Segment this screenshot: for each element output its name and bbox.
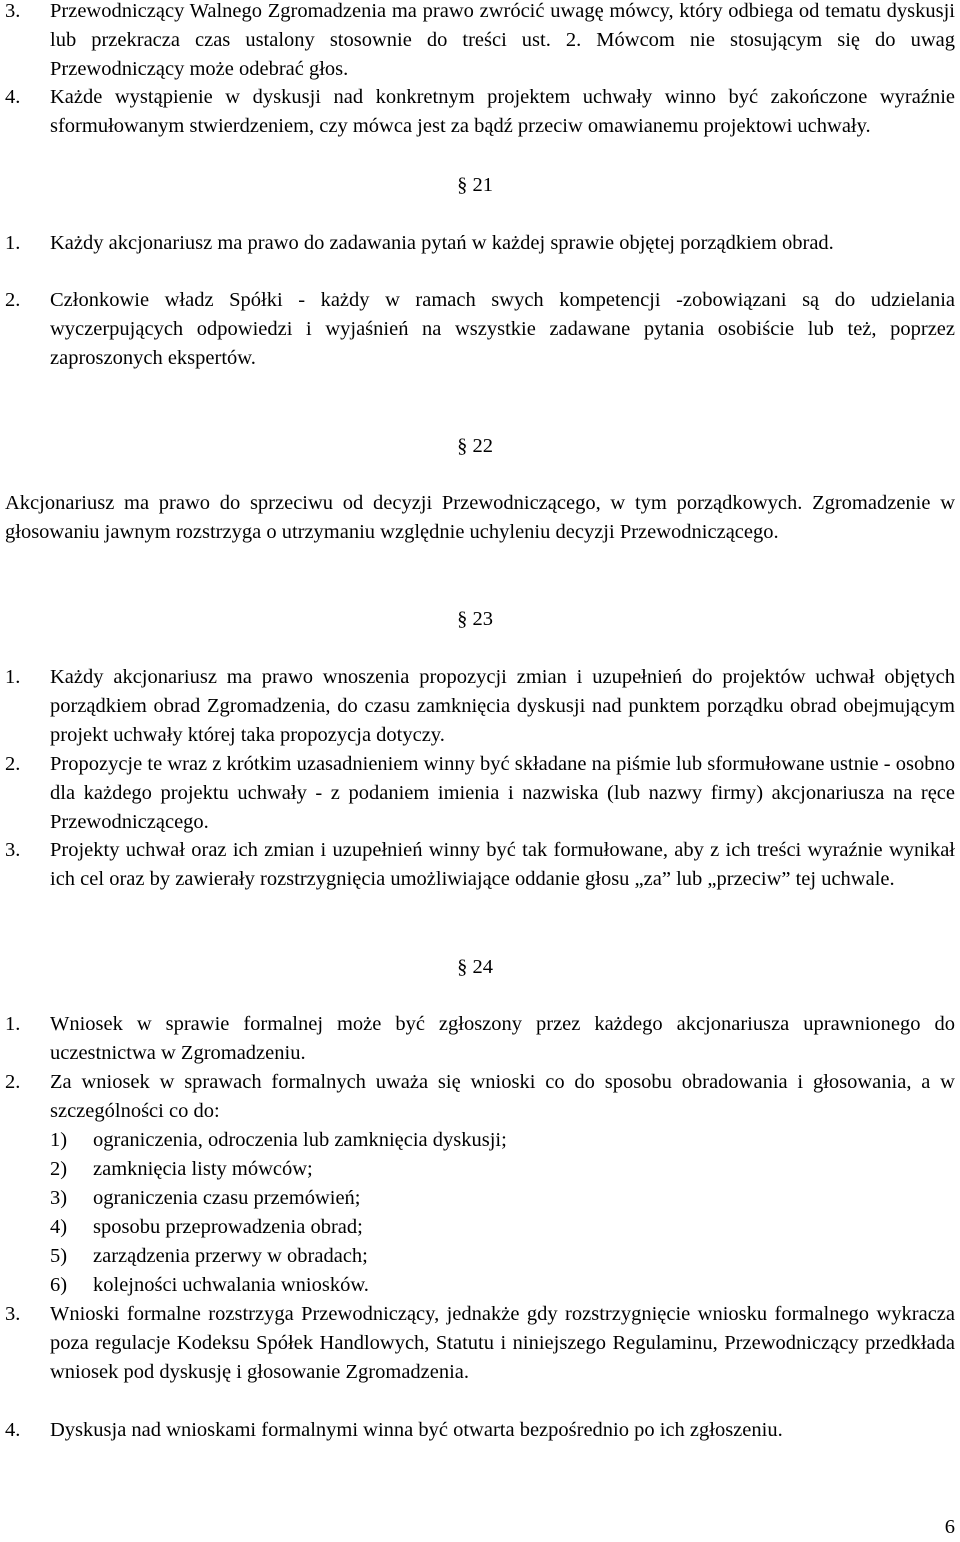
list-item <box>50 1213 955 1242</box>
section-heading-text: § 24 <box>457 956 493 978</box>
list-item <box>50 1242 955 1271</box>
paragraph-text: Każdy akcjonariusz ma prawo wnoszenia propozycji zmian i uzupełnień do projektów uchwał objętych porządkiem obrad Zgromadzenia, do czasu zamknięcia dyskusji nad punktem porządku obrad obejmującym projekt uchwały której taka propozycja dotyczy. <box>50 666 955 746</box>
paragraph-number: 1. <box>5 232 21 254</box>
section-heading-text: § 22 <box>457 435 493 457</box>
page-number: 6 <box>944 1516 955 1538</box>
list-item-text: kolejności uchwalania wniosków. <box>93 1274 369 1296</box>
section-heading <box>0 605 960 634</box>
paragraph-number: 2. <box>5 289 21 311</box>
paragraph-text: Wniosek w sprawie formalnej może być zgłoszony przez każdego akcjonariusza uprawnionego do uczestnictwa w Zgromadzeniu. <box>50 1013 955 1064</box>
paragraph-text: Za wniosek w sprawach formalnych uważa się wnioski co do sposobu obradowania i głosowania, a w szczególności co do: <box>50 1071 955 1122</box>
paragraph-text: Wnioski formalne rozstrzyga Przewodniczący, jednakże gdy rozstrzygnięcie wniosku formalnego wykracza poza regulacje Kodeksu Spółek Handlowych, Statutu i niniejszego Regulaminu, Przewodniczący przedkłada wniosek pod dyskusję i głosowanie Zgromadzenia. <box>50 1303 955 1383</box>
paragraph-item <box>5 83 955 141</box>
list-item <box>50 1126 955 1155</box>
paragraph-text: Dyskusja nad wnioskami formalnymi winna być otwarta bezpośrednio po ich zgłoszeniu. <box>50 1419 783 1441</box>
list-item-number: 6) <box>50 1274 68 1296</box>
paragraph-body <box>50 1068 955 1300</box>
paragraph-number: 2. <box>5 1071 21 1093</box>
paragraph-text: Każde wystąpienie w dyskusji nad konkretnym projektem uchwały winno być zakończone wyraźnie sformułowanym stwierdzeniem, czy mówca jest za bądź przeciw omawianemu projektowi uchwały. <box>50 86 955 137</box>
list-item-number: 3) <box>50 1187 68 1209</box>
paragraph-number: 3. <box>5 1303 21 1325</box>
paragraph-text: Każdy akcjonariusz ma prawo do zadawania pytań w każdej sprawie objętej porządkiem obrad. <box>50 232 834 254</box>
paragraph-item <box>5 1010 955 1068</box>
paragraph-text: Akcjonariusz ma prawo do sprzeciwu od decyzji Przewodniczącego, w tym porządkowych. Zgromadzenie w głosowaniu jawnym rozstrzyga o utrzymaniu względnie uchyleniu decyzji Przewodniczącego. <box>5 492 955 543</box>
list-item-text: sposobu przeprowadzenia obrad; <box>93 1216 363 1238</box>
paragraph-number: 4. <box>5 86 21 108</box>
section-heading <box>0 953 960 982</box>
paragraph-text: Przewodniczący Walnego Zgromadzenia ma prawo zwrócić uwagę mówcy, który odbiega od tematu dyskusji lub przekracza czas ustalony stosownie do treści ust. 2. Mówcom nie stosującym się do uwag Przewodniczący może odebrać głos. <box>50 0 955 80</box>
paragraph-item <box>5 663 955 750</box>
list-item-text: zamknięcia listy mówców; <box>93 1158 313 1180</box>
section-heading-text: § 21 <box>457 174 493 196</box>
paragraph-number: 3. <box>5 839 21 861</box>
section-heading <box>0 171 960 200</box>
paragraph-item <box>5 1068 955 1300</box>
list-item-number: 5) <box>50 1245 68 1267</box>
paragraph-item <box>5 0 955 84</box>
paragraph-item <box>5 1416 955 1445</box>
list-item <box>50 1155 955 1184</box>
list-item-text: ograniczenia czasu przemówień; <box>93 1187 361 1209</box>
paragraph-number: 3. <box>5 0 21 22</box>
list-item <box>50 1271 955 1300</box>
paragraph-item <box>5 229 955 258</box>
paragraph-number: 1. <box>5 666 21 688</box>
list-item-number: 1) <box>50 1129 68 1151</box>
paragraph-number: 4. <box>5 1419 21 1441</box>
paragraph-number: 1. <box>5 1013 21 1035</box>
paragraph-text: Członkowie władz Spółki - każdy w ramach swych kompetencji -zobowiązani są do udzielania wyczerpujących odpowiedzi i wyjaśnień na wszystkie zadawane pytania osobiście lub też, poprzez zaproszonych ekspertów. <box>50 289 955 369</box>
list-item-text: zarządzenia przerwy w obradach; <box>93 1245 368 1267</box>
section-heading <box>0 432 960 461</box>
section-heading-text: § 23 <box>457 608 493 630</box>
paragraph-text: Propozycje te wraz z krótkim uzasadnieniem winny być składane na piśmie lub sformułowane ustnie - osobno dla każdego projektu uchwały - z podaniem imienia i nazwiska (lub nazwy firmy) akcjonariusza na ręce Przewodniczącego. <box>50 753 955 833</box>
paragraph-item <box>5 1300 955 1387</box>
paragraph-item <box>5 836 955 894</box>
paragraph-text: Projekty uchwał oraz ich zmian i uzupełnień winny być tak formułowane, aby z ich treści wyraźnie wynikał ich cel oraz by zawierały rozstrzygnięcia umożliwiające oddanie głosu „za” lub „przeciw” tej uchwale. <box>50 839 955 890</box>
paragraph-item <box>5 750 955 837</box>
paragraph-number: 2. <box>5 753 21 775</box>
paragraph-item <box>5 286 955 373</box>
list-item-number: 4) <box>50 1216 68 1238</box>
list-item-number: 2) <box>50 1158 68 1180</box>
list-item-text: ograniczenia, odroczenia lub zamknięcia dyskusji; <box>93 1129 507 1151</box>
list-item <box>50 1184 955 1213</box>
